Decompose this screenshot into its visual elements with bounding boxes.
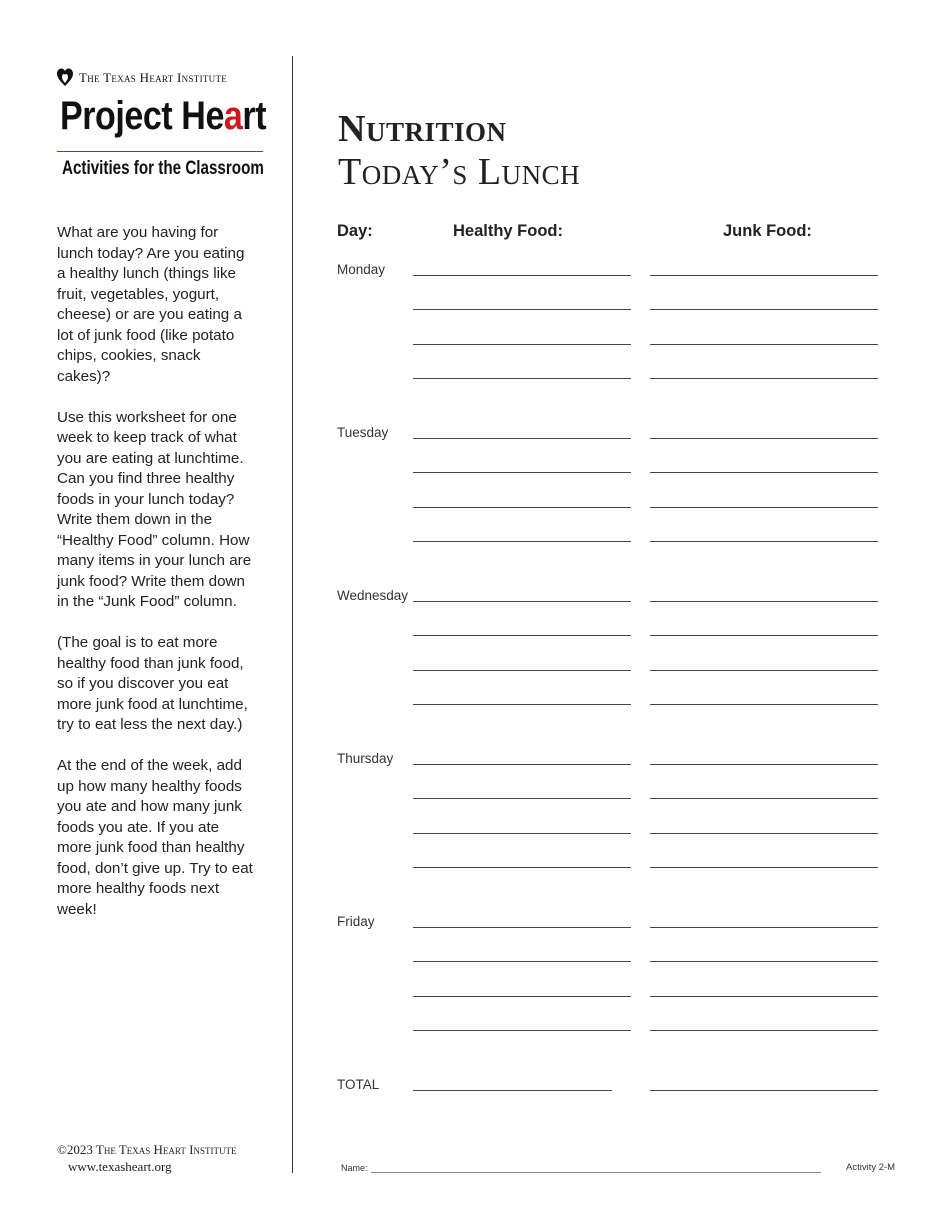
healthy-food-header: Healthy Food:: [453, 222, 563, 240]
junk-food-line[interactable]: [650, 601, 878, 602]
healthy-food-line[interactable]: [413, 1030, 631, 1031]
name-field[interactable]: [371, 1172, 821, 1173]
healthy-food-line[interactable]: [413, 378, 631, 379]
institute-header: [57, 68, 227, 88]
column-divider: [292, 56, 293, 1173]
total-label: TOTAL: [337, 1077, 380, 1092]
intro-paragraph: (The goal is to eat more healthy food than junk food, so if you discover you eat more junk food at lunchtime, try to eat less the next day.): [57, 634, 248, 733]
healthy-food-line[interactable]: [413, 670, 631, 671]
junk-food-line[interactable]: [650, 541, 878, 542]
healthy-food-line[interactable]: [413, 472, 631, 473]
name-label: Name:: [341, 1163, 368, 1173]
junk-food-line[interactable]: [650, 996, 878, 997]
junk-food-line[interactable]: [650, 378, 878, 379]
intro-paragraph: What are you having for lunch today? Are you eating a healthy lunch (things like fruit, vegetables, yogurt, cheese) or are you eating a lot of junk food (like potato chips, cookies, snack cakes)?: [57, 224, 245, 385]
junk-food-line[interactable]: [650, 833, 878, 834]
website-link: www.texasheart.org: [68, 1159, 172, 1174]
day-label-friday: Friday: [337, 914, 375, 929]
junk-food-line[interactable]: [650, 472, 878, 473]
healthy-food-line[interactable]: [413, 927, 631, 928]
intro-paragraph: At the end of the week, add up how many healthy foods you ate and how many junk foods you ate. If you ate more junk food than healthy food, don’t give up. Try to eat more healthy foods next week!: [57, 757, 253, 918]
project-heart-logo: [60, 94, 266, 139]
healthy-food-line[interactable]: [413, 601, 631, 602]
junk-food-line[interactable]: [650, 961, 878, 962]
junk-food-line[interactable]: [650, 1030, 878, 1031]
day-header: Day:: [337, 222, 373, 240]
healthy-total-line[interactable]: [413, 1090, 612, 1091]
page-subtitle: Today’s Lunch: [338, 151, 581, 193]
project-subtitle: Activities for the Classroom: [62, 158, 264, 179]
junk-food-line[interactable]: [650, 275, 878, 276]
healthy-food-line[interactable]: [413, 867, 631, 868]
junk-food-line[interactable]: [650, 670, 878, 671]
healthy-food-line[interactable]: [413, 309, 631, 310]
healthy-food-line[interactable]: [413, 961, 631, 962]
project-title-part2: rt: [242, 94, 267, 138]
healthy-food-line[interactable]: [413, 833, 631, 834]
junk-food-line[interactable]: [650, 867, 878, 868]
healthy-food-line[interactable]: [413, 704, 631, 705]
intro-paragraph: Use this worksheet for one week to keep track of what you are eating at lunchtime. Can you find three healthy foods in your lunch today? Write them down in the “Healthy Food” column. How many items in your lunch are junk food? Write them down in the “Junk Food” column.: [57, 408, 252, 610]
heart-logo-icon: [57, 68, 73, 88]
junk-food-line[interactable]: [650, 438, 878, 439]
healthy-food-line[interactable]: [413, 507, 631, 508]
junk-food-line[interactable]: [650, 635, 878, 636]
day-label-tuesday: Tuesday: [337, 425, 389, 440]
healthy-food-line[interactable]: [413, 635, 631, 636]
healthy-food-line[interactable]: [413, 541, 631, 542]
day-label-monday: Monday: [337, 262, 386, 277]
project-title-heart-letter: a: [223, 94, 243, 138]
healthy-food-line[interactable]: [413, 996, 631, 997]
junk-food-line[interactable]: [650, 344, 878, 345]
healthy-food-line[interactable]: [413, 344, 631, 345]
intro-text: [57, 223, 257, 941]
page-title: Nutrition: [338, 108, 507, 150]
healthy-food-line[interactable]: [413, 798, 631, 799]
junk-food-line[interactable]: [650, 704, 878, 705]
junk-total-line[interactable]: [650, 1090, 878, 1091]
healthy-food-line[interactable]: [413, 438, 631, 439]
project-title-part1: Project He: [60, 94, 224, 138]
healthy-food-line[interactable]: [413, 275, 631, 276]
activity-code: Activity 2-M: [846, 1162, 896, 1173]
healthy-food-line[interactable]: [413, 764, 631, 765]
copyright: ©2023 The Texas Heart Institute: [57, 1142, 237, 1157]
logo-divider: [57, 151, 263, 152]
day-label-wednesday: Wednesday: [337, 588, 409, 603]
institute-name: The Texas Heart Institute: [79, 70, 228, 85]
day-label-thursday: Thursday: [337, 751, 394, 766]
junk-food-line[interactable]: [650, 764, 878, 765]
junk-food-line[interactable]: [650, 927, 878, 928]
junk-food-line[interactable]: [650, 309, 878, 310]
junk-food-header: Junk Food:: [723, 222, 812, 240]
junk-food-line[interactable]: [650, 507, 878, 508]
junk-food-line[interactable]: [650, 798, 878, 799]
